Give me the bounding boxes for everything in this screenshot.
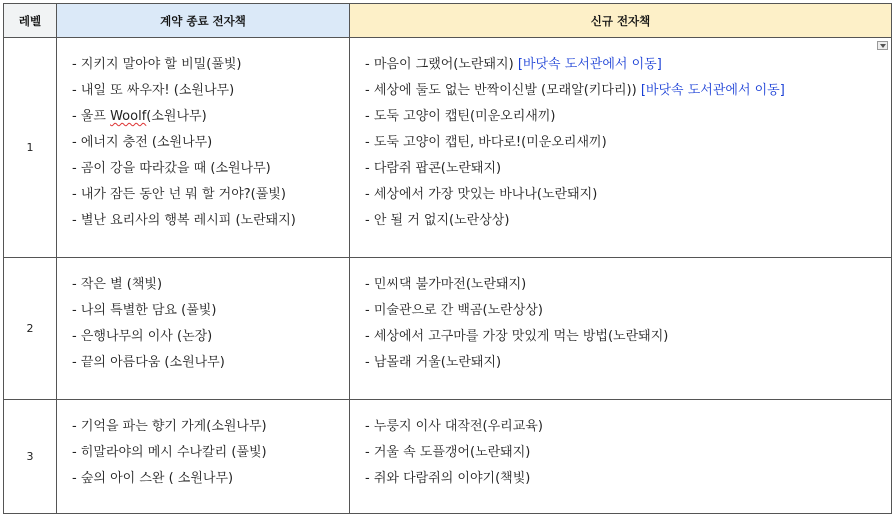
- list-item: - 곰이 강을 따라갔을 때 (소원나무): [72, 161, 271, 176]
- list-item-text: - 세상에 둘도 없는 반짝이신발 (모래알(키다리)): [365, 83, 641, 98]
- list-item: - 세상에서 가장 맛있는 바나나(노란돼지): [365, 187, 598, 202]
- ended-book-list: [57, 400, 349, 492]
- moved-from-link[interactable]: [바닷속 도서관에서 이동]: [517, 57, 662, 72]
- list-item: - 민씨댁 불가마전(노란돼지): [365, 277, 527, 292]
- list-item: - 히말라야의 메시 수나칼리 (풀빛): [72, 445, 267, 460]
- header-ended-ebooks[interactable]: 계약 종료 전자책: [57, 4, 350, 38]
- ended-list-cell[interactable]: [57, 258, 350, 400]
- dropdown-arrow-icon[interactable]: [877, 41, 888, 50]
- list-item: - 에너지 충전 (소원나무): [72, 135, 213, 150]
- list-item: - 기억을 파는 향기 가게(소원나무): [72, 419, 267, 434]
- header-new-ebooks[interactable]: 신규 전자책: [350, 4, 892, 38]
- ended-book-list: [57, 258, 349, 376]
- list-item: - 별난 요리사의 행복 레시피 (노란돼지): [72, 213, 296, 228]
- list-item: - 도둑 고양이 캡틴, 바다로!(미운오리새끼): [365, 135, 607, 150]
- moved-from-link[interactable]: [바닷속 도서관에서 이동]: [640, 83, 785, 98]
- new-list-cell[interactable]: [350, 38, 892, 258]
- list-item: - 나의 특별한 담요 (풀빛): [72, 303, 217, 318]
- list-item-suffix: (소원나무): [146, 109, 207, 124]
- list-item: - 숲의 아이 스완 ( 소원나무): [72, 471, 234, 486]
- list-item: - 누룽지 이사 대작전(우리교육): [365, 419, 543, 434]
- list-item: - 세상에서 고구마를 가장 맛있게 먹는 방법(노란돼지): [365, 329, 669, 344]
- list-item: - 남몰래 거울(노란돼지): [365, 355, 502, 370]
- list-item: [72, 104, 349, 130]
- list-item: - 쥐와 다람쥐의 이야기(책빛): [365, 471, 531, 486]
- list-item: - 은행나무의 이사 (논장): [72, 329, 213, 344]
- list-item: - 안 될 거 없지(노란상상): [365, 213, 510, 228]
- ebook-table: [3, 3, 892, 514]
- list-item: - 거울 속 도플갱어(노란돼지): [365, 445, 531, 460]
- spellcheck-word[interactable]: Woolf: [110, 109, 147, 124]
- level-cell[interactable]: 1: [4, 38, 57, 258]
- list-item-prefix: - 울프: [72, 109, 111, 124]
- new-list-cell[interactable]: [350, 258, 892, 400]
- new-book-list: [350, 400, 891, 492]
- list-item: - 다람쥐 팝콘(노란돼지): [365, 161, 502, 176]
- list-item: - 내일 또 싸우자! (소원나무): [72, 83, 235, 98]
- level-cell[interactable]: 2: [4, 258, 57, 400]
- ended-book-list: [57, 38, 349, 234]
- table-row: [4, 258, 892, 400]
- ended-list-cell[interactable]: [57, 38, 350, 258]
- list-item: - 내가 잠든 동안 넌 뭐 할 거야?(풀빛): [72, 187, 286, 202]
- new-book-list: [350, 38, 891, 234]
- header-level[interactable]: 레벨: [4, 4, 57, 38]
- list-item: - 지키지 말아야 할 비밀(풀빛): [72, 57, 242, 72]
- list-item: - 작은 별 (책빛): [72, 277, 163, 292]
- list-item: [365, 78, 891, 104]
- list-item: - 도둑 고양이 캡틴(미운오리새끼): [365, 109, 556, 124]
- ended-list-cell[interactable]: [57, 400, 350, 514]
- new-list-cell[interactable]: [350, 400, 892, 514]
- list-item: - 미술관으로 간 백곰(노란상상): [365, 303, 543, 318]
- list-item: [365, 52, 891, 78]
- header-row: [4, 4, 892, 38]
- new-book-list: [350, 258, 891, 376]
- list-item-text: - 마음이 그랬어(노란돼지): [365, 57, 518, 72]
- table-row: [4, 38, 892, 258]
- level-cell[interactable]: 3: [4, 400, 57, 514]
- table-row: [4, 400, 892, 514]
- list-item: - 끝의 아름다움 (소원나무): [72, 355, 225, 370]
